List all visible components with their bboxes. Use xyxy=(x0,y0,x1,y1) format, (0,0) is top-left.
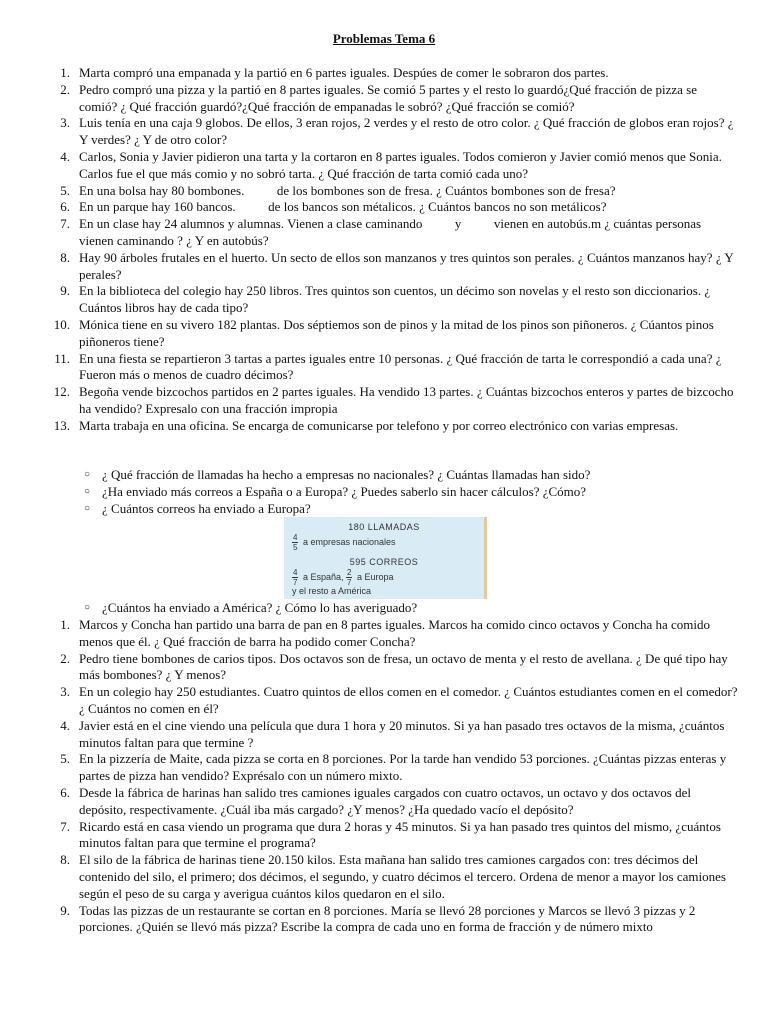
problem-item xyxy=(48,115,738,149)
problem-number: 2. xyxy=(60,650,70,666)
calls-header: 180 LLAMADAS xyxy=(348,522,420,532)
problem-text: El silo de la fábrica de harinas tiene 20.150 kilos. Esta mañana han salido tres camiones cargados con: tres décimos del contenido del silo, el primero; dos décimos, el segundo, y cuatro décimos el tercero. Ordena de menor a mayor los camiones según el peso de su carga y averigua cuántos kilos quedaron en el silo. xyxy=(79,852,726,901)
problem-item xyxy=(48,384,738,418)
circle-bullet-icon: ○ xyxy=(84,485,91,497)
problem-item xyxy=(48,250,738,284)
problem-text: Pedro compró una pizza y la partió en 8 partes iguales. Se comió 5 partes y el resto lo guardó¿Qué fracción de pizza se comió? ¿ Qué fracción guardó?¿Qué fracción de empanadas le sobró? ¿Qué fracción se comió? xyxy=(79,81,697,114)
problem-text: Desde la fábrica de harinas han salido tres camiones iguales cargados con cuatro octavos, un octavo y dos octavos del depósito, respectivamente. ¿Cuál iba más cargado? ¿Y menos? ¿Ha quedado vacío el depósito? xyxy=(79,784,691,817)
problem-text: Luis tenía en una caja 9 globos. De ellos, 3 eran rojos, 2 verdes y el resto de otro color. ¿ Qué fracción de globos eran rojos? ¿ Y verdes? ¿ Y de otro color? xyxy=(79,115,734,148)
problem-number: 7. xyxy=(60,216,70,232)
calls-fraction: $\frac{4}{5}$ xyxy=(293,533,298,552)
problem-number: 8. xyxy=(60,852,70,868)
problem-number: 1. xyxy=(60,65,70,80)
problem-number: 3. xyxy=(60,115,70,131)
problem-text: En una fiesta se repartieron 3 tartas a partes iguales entre 10 personas. ¿ Qué fracción de tarta le correspondió a cada una? ¿ Fueron más o menos de cuadro décimos? xyxy=(79,350,722,383)
page-title: Problemas Tema 6 xyxy=(332,31,436,46)
problem-number: 6. xyxy=(60,199,70,215)
problem-text: Carlos, Sonia y Javier pidieron una tarta y la cortaron en 8 partes iguales. Todos comieron y Javier comió menos que Sonia. Carlos fue el que más comio y no sobró tarta. ¿ Qué fracción de tarta comió cada uno? xyxy=(79,148,722,181)
problem-text: En una bolsa hay 80 bombones. de los bombones son de fresa. ¿ Cuántos bombones son de fresa? xyxy=(79,182,616,198)
problem-number: 9. xyxy=(60,283,70,299)
problem-text: Todas las pizzas de un restaurante se cortan en 8 porciones. María se llevó 28 porciones y Marcos se llevó 3 pizzas y 2 porciones. ¿Quién se llevó más pizza? Escribe la compra de cada uno en forma de fracción y de número mixto xyxy=(79,902,696,935)
problem-number: 13. xyxy=(53,417,70,433)
problem-number: 7. xyxy=(60,818,70,834)
problem-item xyxy=(48,65,738,82)
problem-text: Marta trabaja en una oficina. Se encarga de comunicarse por telefono y por correo electrónico con varias empresas. xyxy=(79,417,679,433)
problem-item xyxy=(48,684,738,718)
problem-number: 1. xyxy=(60,617,70,632)
problem-item xyxy=(48,852,738,902)
problem-number: 5. xyxy=(60,751,70,767)
sub-question-list xyxy=(80,467,720,517)
calls-mail-figure xyxy=(284,517,487,599)
problem-item xyxy=(48,149,738,183)
problem-item xyxy=(48,718,738,752)
problem-number: 8. xyxy=(60,249,70,265)
problem-number: 3. xyxy=(60,684,70,700)
problem-number: 4. xyxy=(60,717,70,733)
circle-bullet-icon: ○ xyxy=(84,469,91,480)
problem-item xyxy=(48,82,738,116)
problem-number: 6. xyxy=(60,784,70,800)
problem-text: Pedro tiene bombones de carios tipos. Dos octavos son de fresa, un octavo de menta y el resto de avellana. ¿ De qué tipo hay más bombones? ¿ Y menos? xyxy=(79,650,728,683)
problem-list-first xyxy=(48,65,738,435)
problem-number: 2. xyxy=(60,81,70,97)
problem-text: Ricardo está en casa viendo un programa que dura 2 horas y 45 minutos. Si ya han pasado tres quintos del mismo, ¿cuántos minutos faltan para que termine el programa? xyxy=(79,818,721,851)
problem-text: Marta compró una empanada y la partió en 6 partes iguales. Despúes de comer le sobraron dos partes. xyxy=(79,65,609,80)
mail-row: $\frac{4}{7}$ a España, $\frac{2}{7}$ a Europa xyxy=(293,568,394,587)
problem-number: 9. xyxy=(60,902,70,918)
circle-bullet-icon: ○ xyxy=(84,602,91,613)
problem-item xyxy=(48,283,738,317)
problem-text: Hay 90 árboles frutales en el huerto. Un secto de ellos son manzanos y tres quintos son perales. ¿ Cuántos manzanos hay? ¿ Y perales? xyxy=(79,249,734,282)
problem-number: 4. xyxy=(60,148,70,164)
problem-list-second xyxy=(48,617,738,936)
problem-item xyxy=(48,216,738,250)
problem-item xyxy=(48,418,738,435)
problem-text: Javier está en el cine viendo una película que dura 1 hora y 20 minutos. Si ya han pasado tres octavos de la misma, ¿cuántos minutos faltan para que termine ? xyxy=(79,717,725,750)
problem-item xyxy=(48,819,738,853)
sub-question: ○ ¿Cuántos ha enviado a América? ¿ Cómo lo has averiguado? xyxy=(84,600,418,615)
problem-number: 12. xyxy=(53,384,70,400)
problem-item xyxy=(48,617,738,651)
sub-question-list xyxy=(80,600,720,617)
circle-bullet-icon: ○ xyxy=(84,502,91,514)
europe-fraction: $\frac{2}{7}$ xyxy=(347,568,352,587)
sub-question: ○ ¿ Qué fracción de llamadas ha hecho a empresas no nacionales? ¿ Cuántas llamadas han sido? xyxy=(84,467,591,482)
problem-item xyxy=(48,183,738,200)
problem-text: Mónica tiene en su vivero 182 plantas. Dos séptiemos son de pinos y la mitad de los pinos son piñoneros. ¿ Cúantos pinos piñoneros tiene? xyxy=(79,316,714,349)
problem-text: En la pizzería de Maite, cada pizza se corta en 8 porciones. Por la tarde han vendido 53 porciones. ¿Cuántas pizzas enteras y partes de pizza han vendido? Exprésalo con un número mixto. xyxy=(79,751,727,784)
calls-row: $\frac{4}{5}$ a empresas nacionales xyxy=(293,533,396,552)
problem-text: En la biblioteca del colegio hay 250 libros. Tres quintos son cuentos, un décimo son novelas y el resto son diccionarios. ¿ Cuántos libros hay de cada tipo? xyxy=(79,283,711,316)
problem-number: 5. xyxy=(60,182,70,198)
problem-text: Marcos y Concha han partido una barra de pan en 8 partes iguales. Marcos ha comido cinco octavos y Concha ha comido menos que él. ¿ Qué fracción de barra ha podido comer Concha? xyxy=(79,617,711,649)
problem-text: Begoña vende bizcochos partidos en 2 partes iguales. Ha vendido 13 partes. ¿ Cuántas bizcochos enteros y partes de bizcocho ha vendido? Expresalo con una fracción impropia xyxy=(79,384,734,416)
problem-item xyxy=(48,351,738,385)
problem-item xyxy=(48,903,738,937)
problem-item xyxy=(48,785,738,819)
problem-text: En un parque hay 160 bancos. de los bancos son métalicos. ¿ Cuántos bancos no son metálicos? xyxy=(79,199,607,215)
problem-number: 10. xyxy=(53,316,70,332)
problem-item xyxy=(48,651,738,685)
problem-number: 11. xyxy=(54,350,70,366)
problem-text: En un clase hay 24 alumnos y alumnas. Vienen a clase caminando y vienen en autobús.m ¿ cuántas personas vienen caminando ? ¿ Y en autobús? xyxy=(79,216,705,248)
problem-item xyxy=(48,751,738,785)
sub-question: ○ ¿Ha enviado más correos a España o a Europa? ¿ Puedes saberlo sin hacer cálculos? ¿Cómo? xyxy=(84,483,587,499)
mail-header: 595 CORREOS xyxy=(349,557,419,567)
problem-item xyxy=(48,199,738,216)
spain-fraction: $\frac{4}{7}$ xyxy=(293,568,298,587)
problem-text: En un colegio hay 250 estudiantes. Cuatro quintos de ellos comen en el comedor. ¿ Cuántos estudiantes comen en el comedor? ¿ Cuántos no comen en él? xyxy=(79,684,738,716)
mail-rest-row: y el resto a América xyxy=(292,586,372,596)
sub-question: ○ ¿ Cuántos correos ha enviado a Europa? xyxy=(84,500,311,516)
problem-item xyxy=(48,317,738,351)
